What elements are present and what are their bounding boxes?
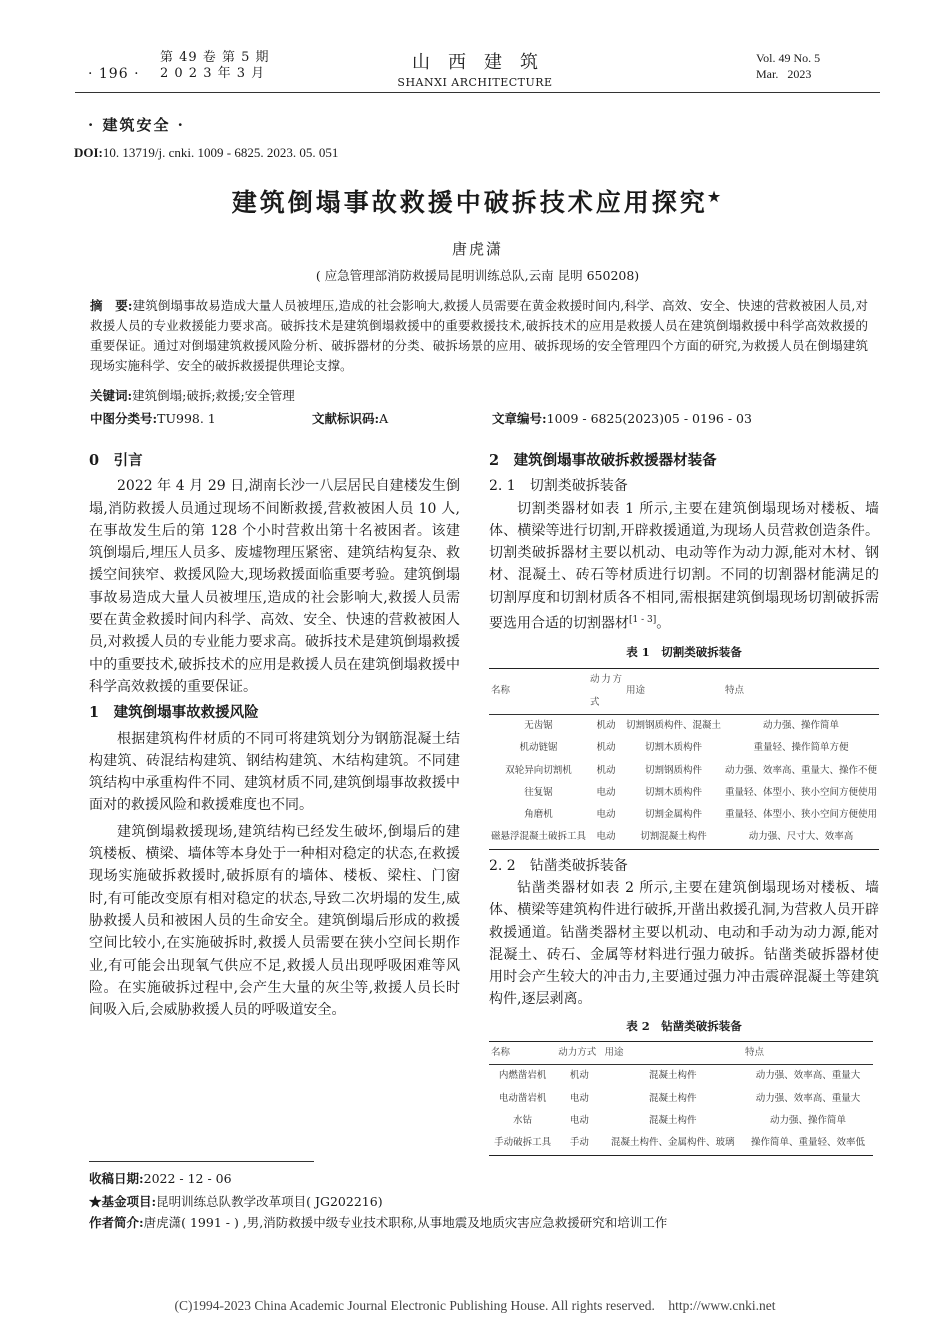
table-cell: 电动 [596,786,616,798]
table-row [489,1065,873,1088]
subsection-2-2-paragraph: 钻凿类器材如表 2 所示,主要在建筑倒塌现场对楼板、墙体、横梁等建筑构件进行破拆,开凿出救援孔洞,为营救人员开辟救援通道。钻凿类器材主要以机动、电动和手动为动力源,能对混凝土、砖石、金属等材料进行强力破拆。钻凿类破拆器材使用时会产生较大的冲击力,主要通过强力冲击震碎混凝土等建筑构件,逐层剥离。 [489,880,879,1008]
table-cell: 切割木质构件 [644,786,702,798]
table-row [489,782,879,804]
received-value: 2022 - 12 - 06 [143,1171,232,1186]
table-header-row [489,669,879,715]
table-cell: 手动 [556,1132,602,1155]
table-cell: 动力强、尺寸大、效率高 [723,826,879,849]
table-cell: 手动破拆工具 [489,1132,556,1155]
table-cell: 切割钢质构件、混凝土 [625,719,721,731]
table-row [489,826,879,849]
table-cell: 内燃凿岩机 [498,1070,547,1082]
table-cell: 动力强、效率高、重量大 [755,1070,861,1082]
abstract-label: 摘 要: [90,298,133,313]
table-cell: 动力强、操作简单 [762,719,839,731]
table-1-caption: 表 1 切割类破拆装备 [626,645,742,660]
table-row [489,1110,873,1132]
doccode-value: A [379,411,389,426]
author: 唐虎潇 [451,240,503,258]
document-code [312,409,388,427]
volume-line: 第 49 卷 第 5 期 [160,50,270,65]
table-cell: 水钻 [513,1114,533,1126]
table-column-header: 名称 [489,1042,556,1065]
doi-label: DOI: [74,145,103,160]
table-cell: 动力强、效率高、重量大 [755,1092,861,1104]
table-cell: 切割金属构件 [644,809,702,821]
abstract-text: 建筑倒塌事故易造成大量人员被埋压,造成的社会影响大,救援人员需要在黄金救援时间内,科学、高效、安全、快速的营救被困人员,对救援人员的专业救援能力要求高。破拆技术是建筑倒塌救援中的重要救援技术,破拆技术的应用是救援人员在建筑倒塌救援中科学高效救援的重要保证。通过对倒塌建筑救援风险分析、破拆器材的分类、破拆场景的应用、破拆现场的安全管理四个方面的研究,为救援人员在倒塌建筑现场实施科学、安全的破拆救援提供理论支撑。 [90,298,868,373]
clc-value: TU998. 1 [157,411,216,426]
title-star-mark: ★ [707,189,724,206]
affiliation: ( 应急管理部消防救援局昆明训练总队,云南 昆明 650208) [315,268,640,283]
keywords-text: 建筑倒塌;破拆;救援;安全管理 [132,388,295,403]
table-column-header: 用途 [603,1042,743,1065]
fund-value: 昆明训练总队教学改革项目( JG202216) [156,1194,383,1209]
subsection-2-1-text: 切割类器材如表 1 所示,主要在建筑倒塌现场对楼板、墙体、横梁等进行切割,开辟救援通道,为现场人员营救创造条件。切割类破拆器材主要以机动、电动等作为动力源,能对木材、钢材、混凝土、砖石等材质进行切割。不同的切割器材能满足的切割厚度和切割材质各不相同,需根据建筑倒塌现场切割破拆需要选用合适的切割器材 [489,500,879,632]
table-cell: 机动 [569,1070,589,1082]
doi [74,145,338,161]
table-cell: 无齿锯 [524,719,553,731]
table-row [489,737,879,759]
section-1-heading: 1 建筑倒塌事故救援风险 [89,704,259,722]
subsection-2-1-heading: 2. 1 切割类破拆装备 [489,478,628,495]
table-cell: 操作简单、重量轻、效率低 [743,1132,873,1155]
journal-title [360,48,590,89]
table-cell: 切割混凝土构件 [624,826,723,849]
table-column-header: 用途 [624,669,723,715]
bio-value: 唐虎潇( 1991 - ) ,男,消防救援中级专业技术职称,从事地震及地质灾害应急救援研究和培训工作 [143,1215,668,1230]
footnote-author-bio [89,1213,667,1231]
article-title [75,183,880,219]
section-1-paragraph-1: 根据建筑构件材质的不同可将建筑划分为钢筋混凝土结构建筑、砖混结构建筑、钢结构建筑、木结构建筑。不同建筑结构中承重构件不同、建筑材质不同,建筑倒塌事故救援中面对的救援风险和救援难度也不同。 [89,730,460,814]
table-cell: 混凝土构件 [648,1092,697,1104]
table-cell: 磁悬浮混凝土破拆工具 [489,826,588,849]
subsection-2-1-paragraph [489,498,879,635]
table-cell: 动力强、操作简单 [769,1114,846,1126]
section-2-heading: 2 建筑倒塌事故破拆救援器材装备 [489,452,717,469]
table-cell: 电动 [569,1092,589,1104]
table-row [489,714,879,737]
bio-label: 作者简介: [89,1215,144,1230]
table-cell: 动力强、效率高、重量大、操作不便 [724,764,877,776]
keywords [90,386,295,404]
copyright-notice: (C)1994-2023 China Academic Journal Electronic Publishing House. All rights reserved. http://www.cnki.net [174,1298,776,1313]
table-cell: 混凝土构件、金属构件、玻璃 [603,1132,743,1155]
table-cell: 双轮异向切割机 [505,764,572,776]
clc-label: 中图分类号: [90,411,158,426]
fund-label: ★基金项目: [89,1194,157,1209]
artno-value: 1009 - 6825(2023)05 - 0196 - 03 [546,411,752,426]
table-cell: 混凝土构件 [648,1070,697,1082]
subsection-2-1-end: 。 [656,615,671,632]
table-cell: 机动 [596,742,616,754]
table-cell: 电动 [588,826,624,849]
volume-info-en [756,50,820,82]
doccode-label: 文献标识码: [312,411,380,426]
artno-label: 文章编号: [492,411,547,426]
table-column-header: 特点 [743,1042,873,1065]
table-2 [489,1041,873,1155]
table-row [489,1132,873,1155]
table-cell: 电动凿岩机 [498,1092,547,1104]
table-cell: 切割钢质构件 [644,764,702,776]
table-cell: 角磨机 [524,809,553,821]
clc-number [90,409,216,427]
table-column-header: 动力方式 [588,669,624,715]
date-line: 2 0 2 3 年 3 月 [160,66,266,81]
left-column [89,450,460,1021]
footnote-rule [89,1161,314,1162]
table-cell: 切割木质构件 [644,742,702,754]
table-row [489,804,879,826]
table-1 [489,668,879,849]
subsection-2-2-heading: 2. 2 钻凿类破拆装备 [489,857,628,874]
table-cell: 机动 [596,719,616,731]
section-1-paragraph-2: 建筑倒塌救援现场,建筑结构已经发生破坏,倒塌后的建筑楼板、横梁、墙体等本身处于一种相对稳定的状态,在救援现场实施破拆救援时,破拆原有的墙体、楼板、梁柱、门窗时,有可能改变原有相对稳定的状态,导致二次坍塌的发生,威胁救援人员和被困人员的生命安全。建筑倒塌后形成的救援空间比较小,在实施破拆时,救援人员需要在狭小空间长期作业,有可能会出现氧气供应不足,救援人员出现呼吸困难等风险。在实施破拆过程中,会产生大量的灰尘等,救援人员长时间吸入后,会威胁救援人员的呼吸道安全。 [89,823,460,1019]
table-row [489,1088,873,1110]
table-column-header: 名称 [489,669,588,715]
journal-title-cn: 山西建筑 [412,52,556,73]
received-label: 收稿日期: [89,1171,144,1186]
date-en: Mar. 2023 [756,67,812,81]
table-cell: 电动 [569,1114,589,1126]
table-cell: 机动 [596,764,616,776]
table-cell: 重量轻、体型小、狭小空间方便使用 [724,809,877,821]
table-column-header: 动力方式 [556,1042,602,1065]
table-2-caption: 表 2 钻凿类破拆装备 [626,1018,742,1033]
volume-info [160,50,269,82]
footnote-fund [89,1192,383,1210]
abstract [90,296,868,376]
citation-ref[interactable]: [1 - 3] [629,615,657,626]
table-row [489,760,879,782]
right-column [489,450,879,1156]
section-tag: · 建筑安全 · [88,116,185,134]
table-header-row [489,1042,873,1065]
table-cell: 重量轻、体型小、狭小空间方便使用 [724,786,877,798]
journal-title-en: SHANXI ARCHITECTURE [397,76,553,89]
section-0-paragraph: 2022 年 4 月 29 日,湖南长沙一八层居民自建楼发生倒塌,消防救援人员通过现场不间断救援,营救被困人员 10 人,在事故发生后的第 128 个小时营救出第十名被困者。该建筑倒塌后,埋压人员多、废墟物理压紧密、建筑结构复杂、救援空间狭窄、救援风险大,现场救援面临重要考验。建筑倒塌事故易造成大量人员被埋压,造成的社会影响大,救援人员需要在黄金救援时间内科学、高效、安全、快速的营救被困人员,对救援人员的专业能力要求高。破拆技术是建筑倒塌救援中的重要技术,破拆技术的应用是救援人员在建筑倒塌救援中科学高效救援的重要保证。 [89,478,460,695]
table-cell: 往复锯 [524,786,553,798]
keywords-label: 关键词: [90,388,133,403]
volume-en: Vol. 49 No. 5 [756,51,821,65]
table-cell: 混凝土构件 [648,1114,697,1126]
article-number [492,409,752,427]
table-column-header: 特点 [723,669,879,715]
table-cell: 机动链锯 [519,742,558,754]
section-0-heading: 0 引言 [89,452,143,469]
page-number: · 196 · [88,66,140,82]
table-cell: 电动 [596,809,616,821]
footnote-received [89,1169,232,1187]
doi-value[interactable]: 10. 13719/j. cnki. 1009 - 6825. 2023. 05. 051 [102,145,339,160]
header-rule [75,92,880,93]
title-text: 建筑倒塌事故救援中破拆技术应用探究 [231,188,708,217]
table-cell: 重量轻、操作简单方便 [753,742,849,754]
